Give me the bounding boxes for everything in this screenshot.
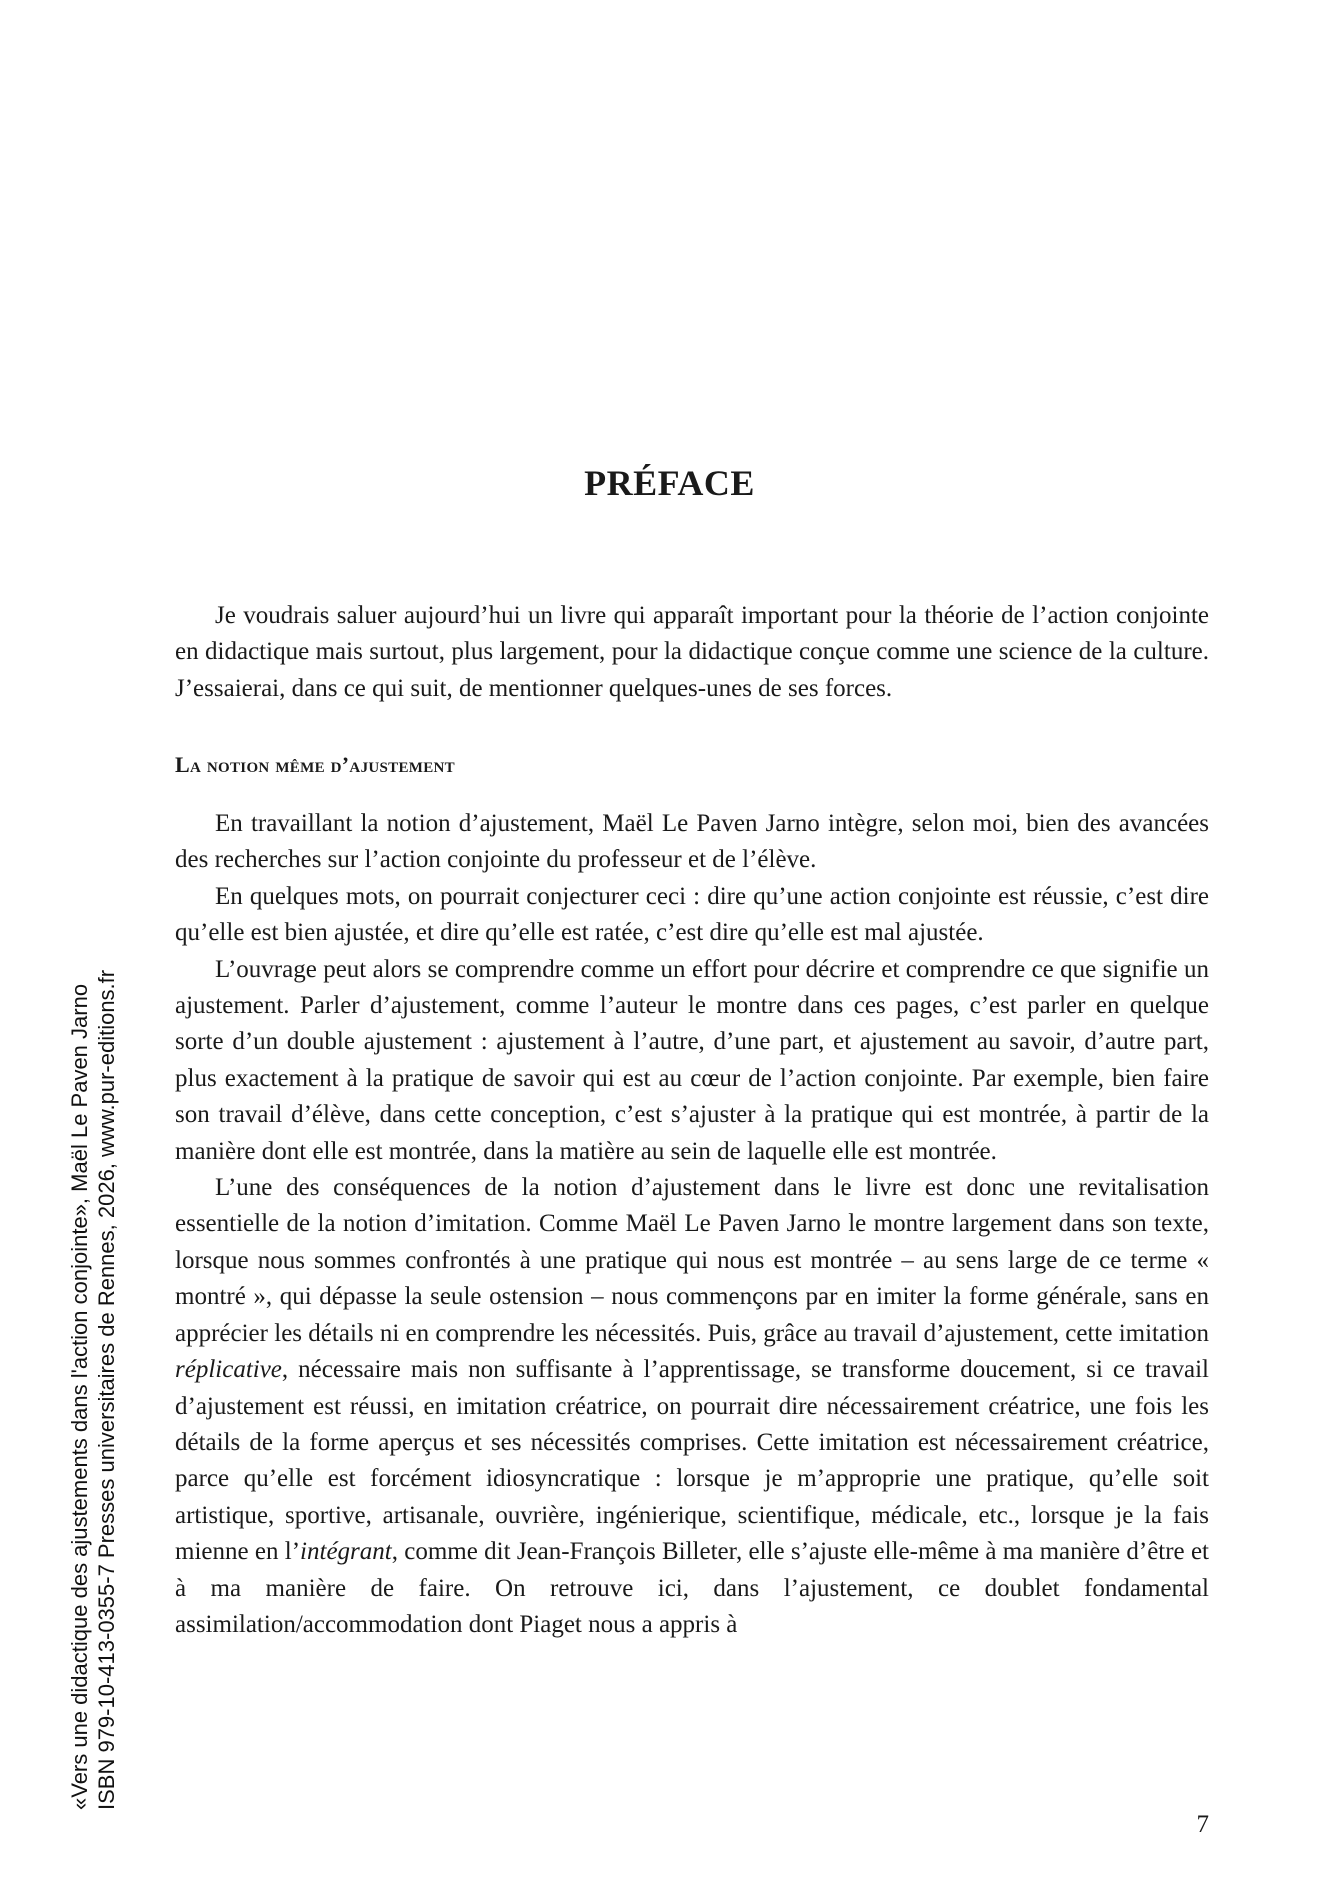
- side-credit: [66, 810, 120, 1810]
- text-run: , nécessaire mais non suffisante à l’apprentissage, se transforme doucement, si ce travail d’ajustement est réussi, en imitation créatrice, on pourrait dire nécessairement créatrice, une fois les détails de la forme aperçus et ses nécessités comprises. Cette imitation est nécessairement créatrice, parce qu’elle est forcément idiosyncratique : lorsque je m’approprie une pratique, qu’elle soit artistique, sportive, artisanale, ouvrière, ingénierique, scientifique, médicale, etc., lorsque je la fais mienne en l’: [175, 1356, 1209, 1566]
- paragraph: [175, 1170, 1209, 1643]
- emphasis: intégrant: [300, 1538, 392, 1566]
- intro-section: [175, 598, 1209, 707]
- section-heading: La notion même d’ajustement: [175, 752, 455, 777]
- page-number: 7: [1196, 1811, 1209, 1838]
- text-run: , comme dit Jean-François Billeter, elle s’ajuste elle-même à ma manière d’être et à ma manière de faire. On retrouve ici, dans l’ajustement, ce doublet fondamental assimilation/accommodation dont Piaget nous a appris à: [175, 1538, 1209, 1638]
- emphasis: réplicative: [175, 1356, 282, 1384]
- paragraph: En quelques mots, on pourrait conjecturer ceci : dire qu’une action conjointe est réussie, c’est dire qu’elle est bien ajustée, et dire qu’elle est ratée, c’est dire qu’elle est mal ajustée.: [175, 882, 1209, 947]
- text-run: L’une des conséquences de la notion d’ajustement dans le livre est donc une revitalisation essentielle de la notion d’imitation. Comme Maël Le Paven Jarno le montre largement dans son texte, lorsque nous sommes confrontés à une pratique qui nous est montrée – au sens large de ce terme « montré », qui dépasse la seule ostension – nous commençons par en imiter la forme générale, sans en apprécier les détails ni en comprendre les nécessités. Puis, grâce au travail d’ajustement, cette imitation: [175, 1174, 1209, 1347]
- page-title: PRÉFACE: [584, 463, 755, 503]
- paragraph: L’ouvrage peut alors se comprendre comme un effort pour décrire et comprendre ce que signifie un ajustement. Parler d’ajustement, comme l’auteur le montre dans ces pages, c’est parler en quelque sorte d’un double ajustement : ajustement à l’autre, d’une part, et ajustement au savoir, d’autre part, plus exactement à la pratique de savoir qui est au cœur de l’action conjointe. Par exemple, bien faire son travail d’élève, dans cette conception, c’est s’ajuster à la pratique qui est montrée, à partir de la manière dont elle est montrée, dans la matière au sein de laquelle elle est montrée.: [175, 955, 1209, 1165]
- credit-line: «Vers une didactique des ajustements dans l'action conjointe», Maël Le Paven Jarno: [67, 983, 92, 1810]
- credit-line: ISBN 979-10-413-0355-7 Presses universitaires de Rennes, 2026, www.pur-editions.fr: [94, 969, 119, 1810]
- paragraph: Je voudrais saluer aujourd’hui un livre qui apparaît important pour la théorie de l’action conjointe en didactique mais surtout, plus largement, pour la didactique conçue comme une science de la culture. J’essaierai, dans ce qui suit, de mentionner quelques-unes de ses forces.: [175, 602, 1209, 702]
- body-section: [175, 806, 1209, 1643]
- paragraph: En travaillant la notion d’ajustement, Maël Le Paven Jarno intègre, selon moi, bien des avancées des recherches sur l’action conjointe du professeur et de l’élève.: [175, 810, 1209, 874]
